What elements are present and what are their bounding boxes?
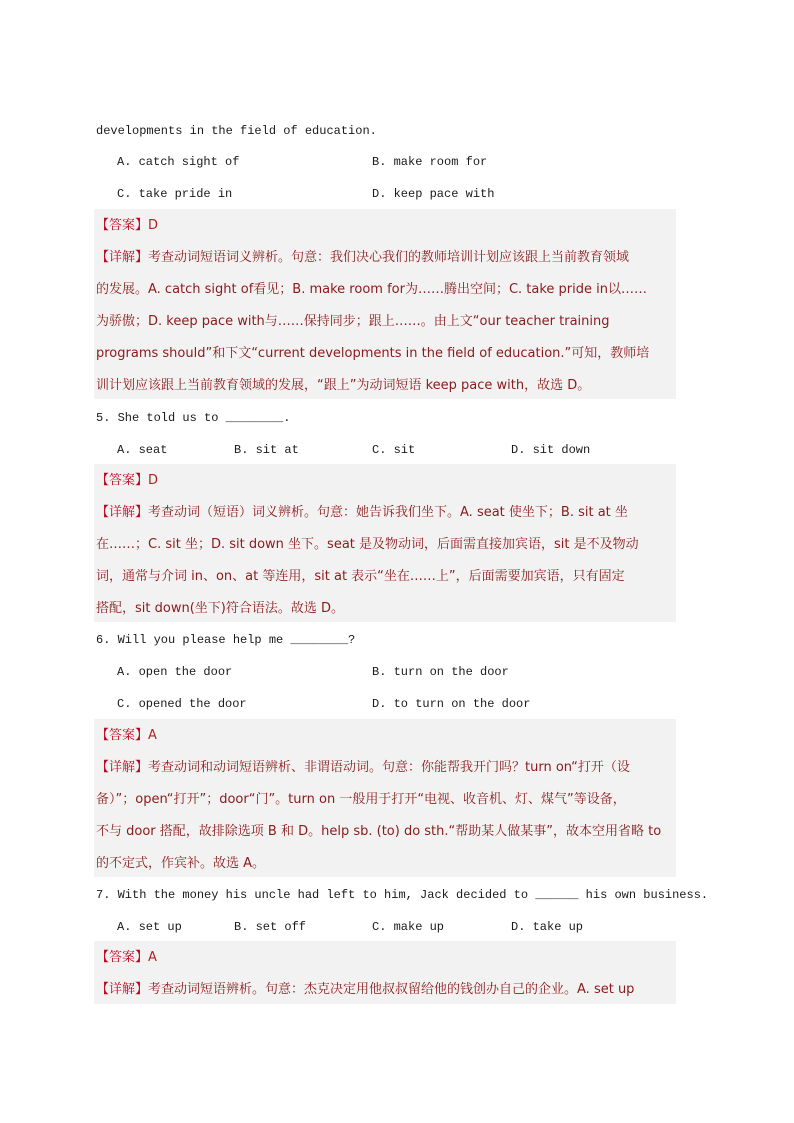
q6-detail-line-1: 【详解】考查动词和动词短语辨析、非谓语动词。句意：你能帮我开门吗？turn on“打开（设 (96, 760, 630, 775)
q6-option-c: C. opened the door (117, 697, 247, 711)
q4-detail-line-2: 的发展。A. catch sight of看见；B. make room for为……腾出空间；C. take pride in以…… (96, 282, 647, 297)
q4-detail-line-4: programs should”和下文“current developments in the field of education.”可知，教师培 (96, 346, 650, 361)
q5-detail-line-2: 在……；C. sit 坐；D. sit down 坐下。seat 是及物动词，后面需直接加宾语，sit 是不及物动 (96, 537, 639, 552)
q7-option-d: D. take up (511, 920, 584, 934)
q4-detail-line-5: 训计划应该跟上当前教育领域的发展，“跟上”为动词短语 keep pace with，故选 D。 (96, 378, 591, 393)
q6-option-a: A. open the door (117, 665, 233, 679)
q6-option-d: D. to turn on the door (372, 697, 531, 711)
q7-stem: 7. With the money his uncle had left to him, Jack decided to ______ his own business. (96, 888, 709, 902)
q5-stem: 5. She told us to ________. (96, 411, 291, 425)
q6-option-b: B. turn on the door (372, 665, 509, 679)
q5-detail-line-1: 【详解】考查动词（短语）词义辨析。句意：她告诉我们坐下。A. seat 使坐下；B. sit at 坐 (96, 505, 628, 520)
q6-detail-line-3: 不与 door 搭配，故排除选项 B 和 D。help sb. (to) do sth.“帮助某人做某事”，故本空用省略 to (96, 824, 662, 839)
q6-answer: 【答案】A (96, 728, 157, 743)
q5-option-a: A. seat (117, 443, 168, 457)
q4-answer: 【答案】D (96, 218, 159, 233)
q5-detail-line-4: 搭配，sit down(坐下)符合语法。故选 D。 (96, 601, 344, 616)
q7-option-c: C. make up (372, 920, 445, 934)
question-stem-continuation: developments in the field of education. (96, 124, 377, 138)
q5-option-b: B. sit at (234, 443, 299, 457)
q4-option-a: A. catch sight of (117, 155, 240, 169)
q6-detail-line-2: 备）”；open“打开”；door“门”。turn on 一般用于打开“电视、收音机、灯、煤气”等设备， (96, 792, 626, 807)
q7-option-a: A. set up (117, 920, 182, 934)
q4-option-c: C. take pride in (117, 187, 233, 201)
q4-option-d: D. keep pace with (372, 187, 495, 201)
q4-detail-line-1: 【详解】考查动词短语词义辨析。句意：我们决心我们的教师培训计划应该跟上当前教育领域 (96, 250, 630, 265)
q4-detail-line-3: 为骄傲；D. keep pace with与……保持同步；跟上……。由上文“our teacher training (96, 314, 610, 329)
q5-answer: 【答案】D (96, 473, 159, 488)
q5-option-c: C. sit (372, 443, 416, 457)
q4-answer-panel (94, 209, 676, 399)
q6-detail-line-4: 的不定式，作宾补。故选 A。 (96, 856, 266, 871)
q7-answer: 【答案】A (96, 950, 157, 965)
q7-option-b: B. set off (234, 920, 307, 934)
q4-option-b: B. make room for (372, 155, 488, 169)
q6-stem: 6. Will you please help me ________? (96, 633, 356, 647)
q5-detail-line-3: 词，通常与介词 in、on、at 等连用，sit at 表示“坐在……上”，后面需要加宾语，只有固定 (96, 569, 625, 584)
q7-detail-line-1: 【详解】考查动词短语辨析。句意：杰克决定用他叔叔留给他的钱创办自己的企业。A. set up (96, 982, 635, 997)
q5-option-d: D. sit down (511, 443, 591, 457)
